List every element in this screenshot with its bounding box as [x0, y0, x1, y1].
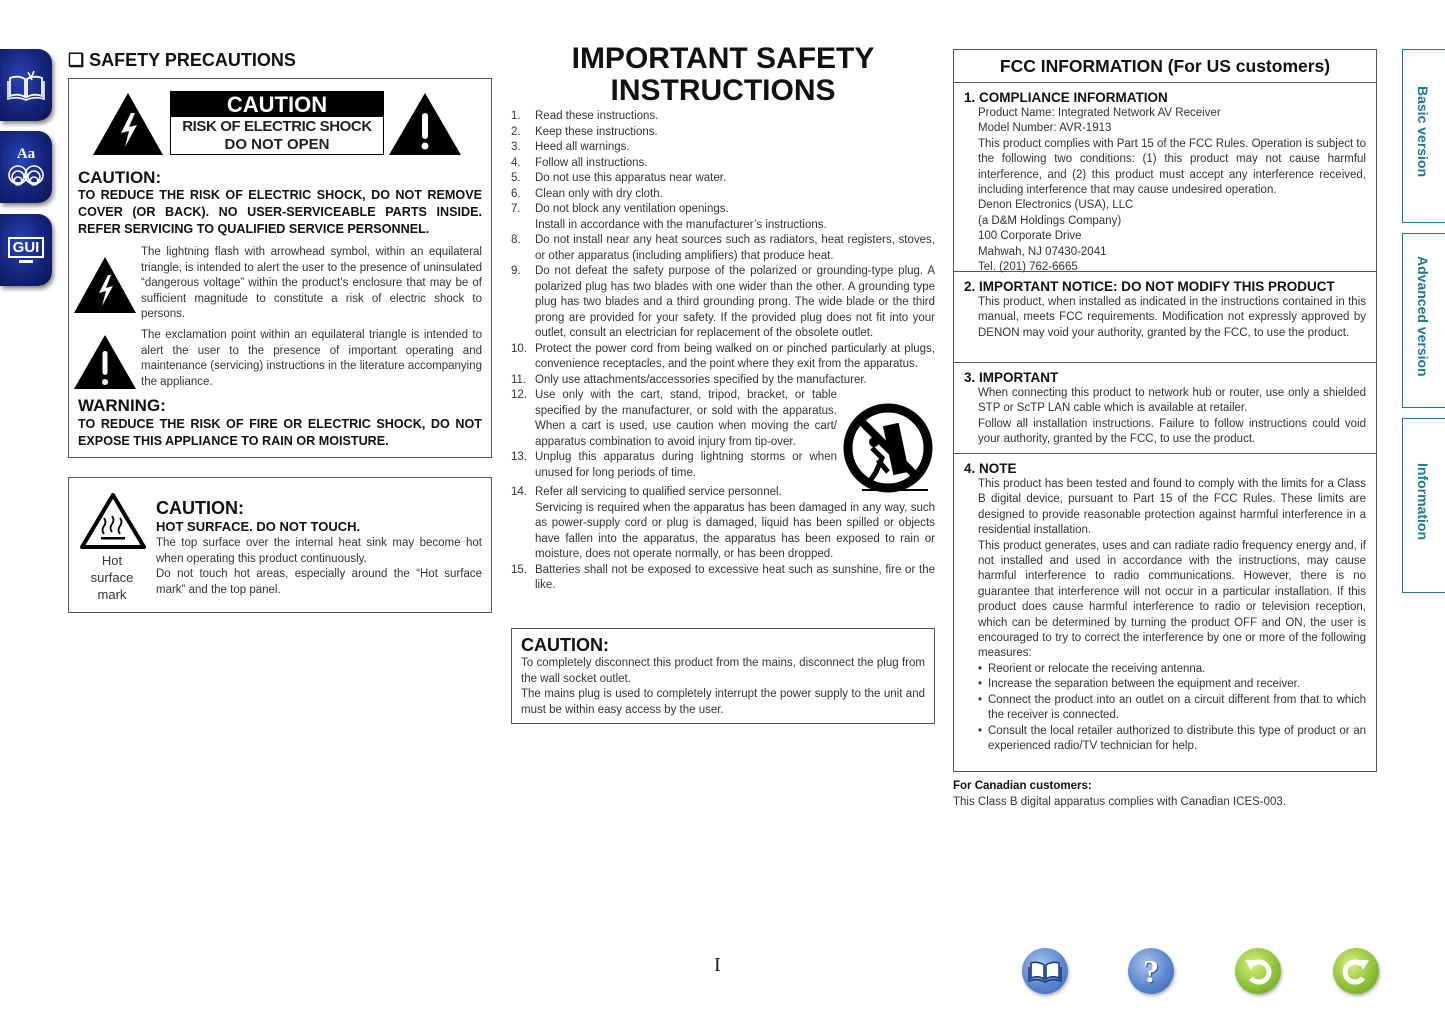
instructions-title-line2: INSTRUCTIONS [610, 74, 836, 107]
page-number: I [714, 954, 721, 976]
fcc-line: Model Number: AVR-1913 [978, 122, 1112, 135]
instruction-item: 6. Clean only with dry cloth. [511, 187, 663, 200]
hot-caution-subtitle: HOT SURFACE. DO NOT TOUCH. [156, 519, 361, 534]
cart-warning-icon [842, 402, 934, 494]
undo-arrow-icon [1243, 956, 1273, 986]
fcc-measure: • Consult the local retailer authorized to distribute this type of product or an experienced radio/TV technician for help. [978, 724, 1366, 755]
index-sidebar-button[interactable] [0, 131, 52, 203]
fcc-line: Denon Electronics (USA), LLC [978, 199, 1134, 212]
lightning-warning-icon [93, 93, 163, 155]
help-nav-button[interactable] [1128, 948, 1174, 994]
safety-heading: ❏ SAFETY PRECAUTIONS [68, 50, 296, 70]
hot-mark-label-3: mark [97, 587, 127, 602]
instruction-item: 3. Heed all warnings. [511, 141, 630, 153]
gui-icon [8, 237, 45, 263]
instruction-item: 10. Protect the power cord from being walked on or pinched particularly at plugs, convenience receptacles, and the point where they exit from the apparatus. [511, 342, 935, 370]
fcc-section-title: 2. IMPORTANT NOTICE: DO NOT MODIFY THIS PRODUCT [964, 279, 1335, 294]
fcc-section-title: 1. COMPLIANCE INFORMATION [964, 90, 1168, 105]
instruction-item: 12. Use only with the cart, stand, tripod, bracket, or table specified by the manufacturer, or sold with the apparatus. When a cart is used, use caution when moving the cart/ apparatus combination to avoid injury from tip-over. [511, 389, 837, 448]
fcc-section-note [954, 453, 1376, 758]
mains-caution-text2: The mains plug is used to completely interrupt the power supply to the unit and must be within easy access by the user. [521, 688, 925, 716]
fcc-line: Mahwah, NJ 07430-2041 [978, 245, 1107, 258]
tab-basic-version[interactable] [1402, 49, 1445, 223]
fcc-line: 100 Corporate Drive [978, 230, 1082, 243]
fcc-important-text2: Follow all installation instructions. Failure to follow instructions could void your authority, granted by the FCC, to use the product. [978, 417, 1366, 446]
instruction-item: 2. Keep these instructions. [511, 125, 658, 138]
fcc-section-notice [954, 271, 1376, 362]
instruction-item: 15. Batteries shall not be exposed to excessive heat such as sunshine, fire or the like. [511, 563, 935, 591]
caution-label-title: CAUTION [171, 92, 383, 117]
instruction-item: 8. Do not install near any heat sources such as radiators, heat registers, stoves, or other apparatus (including amplifiers) that produce heat. [511, 234, 935, 262]
instructions-title-line1: IMPORTANT SAFETY [571, 42, 875, 75]
gui-label: GUI [8, 237, 45, 258]
redo-arrow-icon [1341, 956, 1371, 986]
hot-mark-label-1: Hot [101, 553, 123, 568]
exclamation-warning-icon [389, 93, 461, 155]
lightning-description: The lightning flash with arrowhead symbol, within an equilateral triangle, is intended to alert the user to the presence of uninsulated “dangerous voltage” within the product’s enclosure that may be of sufficient magnitude to constitute a risk of electric shock to persons. [141, 246, 482, 320]
exclamation-triangle-icon [74, 335, 136, 389]
forward-nav-button[interactable] [1333, 948, 1379, 994]
fcc-line: This product complies with Part 15 of the FCC Rules. Operation is subject to the following two conditions: (1) this product may not cause harmful interference, and (2) this product must accept any interference received, including interference that may cause undesired operation. [978, 137, 1366, 197]
lightning-triangle-icon [74, 257, 136, 313]
fcc-line: Tel. (201) 762-6665 [978, 261, 1078, 274]
question-icon: ? [1143, 952, 1159, 989]
instructions-list [511, 109, 935, 594]
fcc-important-text1: When connecting this product to network hub or router, use only a shielded STP or ScTP LAN cable which is available at retailer. [978, 387, 1366, 415]
fcc-info-box [953, 49, 1377, 772]
fcc-section-important [954, 362, 1376, 453]
fcc-notice-text: This product, when installed as indicated in the instructions contained in this manual, meets FCC requirements. Modification not expressly approved by DENON may void your authority, granted by the FCC, to use the product. [978, 296, 1366, 339]
hot-caution-text1: The top surface over the internal heat sink may become hot when operating this product continuously. [156, 537, 482, 565]
book-icon [1028, 959, 1062, 983]
fcc-title: FCC INFORMATION (For US customers) [999, 56, 1331, 76]
instruction-item: 11. Only use attachments/accessories specified by the manufacturer. [511, 373, 867, 386]
instruction-item: 13. Unplug this apparatus during lightning storms or when unused for long periods of time. [511, 451, 837, 479]
fcc-section-title: 4. NOTE [964, 461, 1017, 476]
tab-label: Advanced version [1415, 256, 1431, 377]
hot-surface-icon [79, 492, 147, 550]
tab-label: Information [1415, 463, 1431, 540]
caution-label-line1: RISK OF ELECTRIC SHOCK [182, 118, 372, 135]
canada-title: For Canadian customers: [953, 780, 1092, 792]
tab-information[interactable] [1402, 418, 1445, 593]
hot-surface-box [68, 477, 492, 613]
fcc-note-text2: This product generates, uses and can radiate radio frequency energy and, if not installed and used in accordance with the instructions, may cause harmful interference to radio communications. However, there is no guarantee that interference will not occur in a particular installation. If this product does cause harmful interference to radio or television reception, which can be determined by turning the product OFF and ON, the user is encouraged to try to correct the interference by one or more of the following measures: [978, 539, 1366, 660]
instruction-item: 1. Read these instructions. [511, 110, 659, 122]
tab-advanced-version[interactable] [1402, 233, 1445, 408]
canada-text: This Class B digital apparatus complies with Canadian ICES-003. [953, 796, 1287, 808]
fcc-section-compliance [954, 82, 1376, 274]
instruction-item: 5. Do not use this apparatus near water. [511, 172, 727, 184]
caution-label-line2: DO NOT OPEN [224, 136, 330, 153]
instruction-item: 9. Do not defeat the safety purpose of the polarized or grounding-type plug. A polarized plug has two blades with one wider than the other. A grounding type plug has two blades and a third grounding prong. The wide blade or the third prong are provided for your safety. If the provided plug does not fit into your outlet, consult an electrician for replacement of the obsolete outlet. [511, 265, 935, 339]
mains-caution-text1: To completely disconnect this product from the mains, disconnect the plug from the wall socket outlet. [521, 657, 925, 685]
gui-sidebar-button[interactable] [0, 214, 52, 286]
contents-nav-button[interactable] [1022, 948, 1068, 994]
fcc-line: (a D&M Holdings Company) [978, 214, 1122, 227]
fcc-section-title: 3. IMPORTANT [964, 370, 1059, 385]
fcc-measure: • Increase the separation between the equipment and receiver. [978, 677, 1366, 692]
warning-text: TO REDUCE THE RISK OF FIRE OR ELECTRIC SHOCK, DO NOT EXPOSE THIS APPLIANCE TO RAIN OR MOISTURE. [78, 417, 482, 448]
fcc-line: Product Name: Integrated Network AV Receiver [978, 107, 1221, 119]
safety-precautions-box [68, 78, 492, 458]
fcc-note-text1: This product has been tested and found to comply with the limits for a Class B digital device, pursuant to Part 15 of the FCC Rules. These limits are designed to provide reasonable protection against harmful interference in a residential installation. [978, 478, 1366, 537]
mains-caution-title: CAUTION: [521, 635, 609, 655]
caution-title: CAUTION: [78, 168, 162, 187]
mains-caution-box [511, 628, 935, 724]
instruction-item: 14. Refer all servicing to qualified service personnel. Servicing is required when the apparatus has been damaged in any way, such as power-supply cord or plug is damaged, liquid has been spilled or objects have fallen into the apparatus, the apparatus has been exposed to rain or moisture, does not operate normally, or has been dropped. [511, 486, 935, 560]
fcc-measure: • Connect the product into an outlet on a circuit different from that to which the receiver is connected. [978, 693, 1366, 724]
hot-mark-label-2: surface [90, 570, 134, 585]
back-nav-button[interactable] [1235, 948, 1281, 994]
index-icon [8, 162, 44, 188]
caution-label [170, 91, 384, 155]
instruction-item: 7. Do not block any ventilation openings. Install in accordance with the manufacturer’s instructions. [511, 203, 827, 231]
hot-caution-title: CAUTION: [156, 498, 244, 518]
instruction-item: 4. Follow all instructions. [511, 156, 648, 169]
exclamation-description: The exclamation point within an equilateral triangle is intended to alert the user to the presence of important operating and maintenance (servicing) instructions in the literature accompanying the appliance. [141, 329, 482, 388]
warning-title: WARNING: [78, 396, 166, 415]
book-icon [6, 68, 46, 102]
index-label: Aa [16, 146, 36, 162]
caution-text: TO REDUCE THE RISK OF ELECTRIC SHOCK, DO NOT REMOVE COVER (OR BACK). NO USER-SERVICEABLE PARTS INSIDE. REFER SERVICING TO QUALIFIED SERVICE PERSONNEL. [78, 188, 482, 236]
tab-label: Basic version [1415, 86, 1431, 178]
fcc-measure: • Reorient or relocate the receiving antenna. [978, 662, 1366, 677]
hot-caution-text2: Do not touch hot areas, especially around the “Hot surface mark” and the top panel. [156, 568, 482, 596]
contents-sidebar-button[interactable] [0, 49, 52, 121]
